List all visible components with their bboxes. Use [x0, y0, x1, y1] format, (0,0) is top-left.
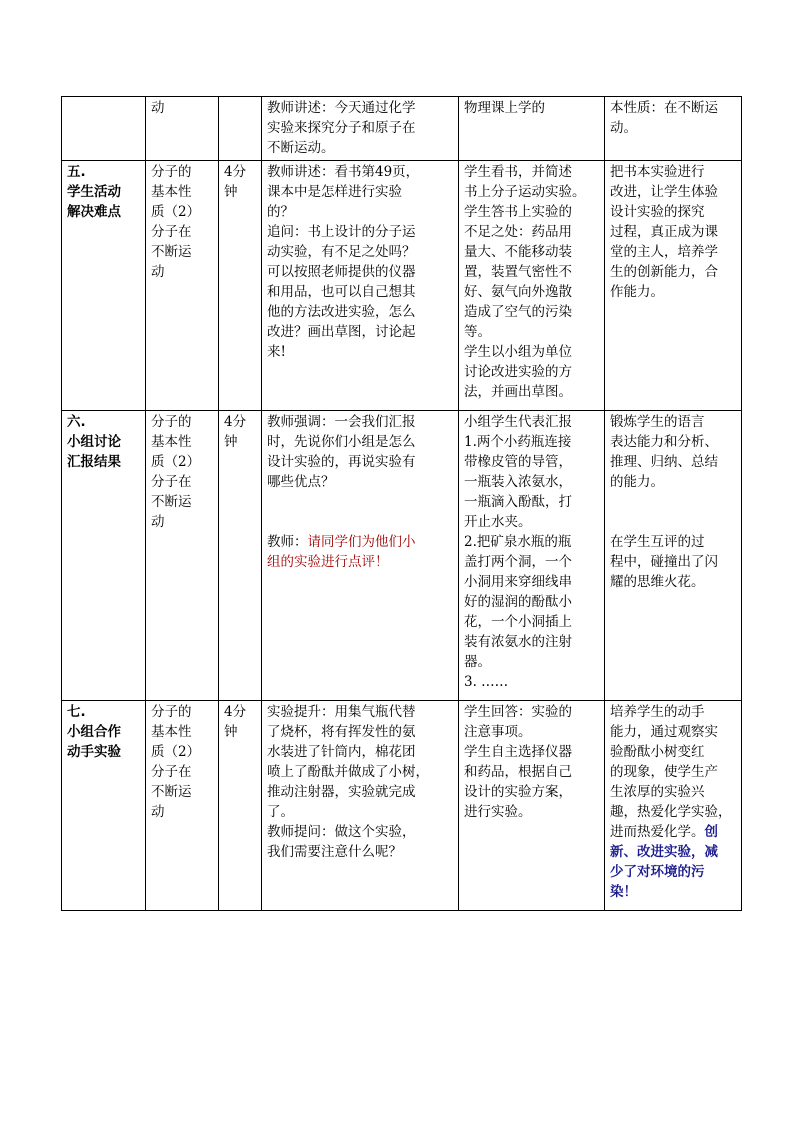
- stage-cell: [62, 97, 146, 161]
- time-cell: 4分 钟: [219, 411, 262, 701]
- teacher-activity-cell: 实验提升：用集气瓶代替 了烧杯，将有挥发性的氨 水装进了针筒内，棉花团 喷上了酚酞并做成了小树， 推动注射器，实验就完成 了。 教师提问：做这个实验， 我们需要注意什么呢？: [262, 701, 459, 911]
- teacher-activity-cell: 教师讲述：今天通过化学 实验来探究分子和原子在 不断运动。: [262, 97, 459, 161]
- student-activity-cell: 学生看书，并简述 书上分子运动实验。 学生答书上实验的 不足之处：药品用 量大、不能移动装 置，装置气密性不 好、氨气向外逸散 造成了空气的污染 等。 学生以小组为单位 讨论改进实验的方 法，并画出草图。: [459, 161, 605, 411]
- table-row: [62, 97, 742, 161]
- design-intent-cell: 锻炼学生的语言 表达能力和分析、 推理、归纳、总结 的能力。 在学生互评的过 程中，碰撞出了闪 耀的思维火花。: [605, 411, 742, 701]
- design-intent-cell: 把书本实验进行 改进，让学生体验 设计实验的探究 过程，真正成为课 堂的主人，培养学 生的创新能力，合 作能力。: [605, 161, 742, 411]
- student-activity-cell: 小组学生代表汇报 1.两个小药瓶连接 带橡皮管的导管， 一瓶装入浓氨水， 一瓶滴入酚酞，打 开止水夹。 2.把矿泉水瓶的瓶 盖打两个洞，一个 小洞用来穿细线串 好的湿润的酚酞小 花，一个小洞插上 装有浓氨水的注射 器。 3. ……: [459, 411, 605, 701]
- student-activity-cell: 物理课上学的: [459, 97, 605, 161]
- lesson-plan-table: [61, 96, 742, 911]
- design-intent-cell: 本性质：在不断运 动。: [605, 97, 742, 161]
- time-cell: 4分 钟: [219, 161, 262, 411]
- content-cell: 动: [146, 97, 219, 161]
- content-cell: 分子的 基本性 质（2） 分子在 不断运 动: [146, 411, 219, 701]
- table-row: [62, 161, 742, 411]
- stage-cell: 五. 学生活动 解决难点: [62, 161, 146, 411]
- student-activity-cell: 学生回答：实验的 注意事项。 学生自主选择仪器 和药品，根据自己 设计的实验方案， 进行实验。: [459, 701, 605, 911]
- teacher-activity-cell: 教师讲述：看书第49页， 课本中是怎样进行实验 的？ 追问：书上设计的分子运 动实验，有不足之处吗？ 可以按照老师提供的仪器 和用品，也可以自己想其 他的方法改进实验，怎么 改进？画出草图，讨论起 来!: [262, 161, 459, 411]
- table-row: [62, 701, 742, 911]
- content-cell: 分子的 基本性 质（2） 分子在 不断运 动: [146, 701, 219, 911]
- content-cell: 分子的 基本性 质（2） 分子在 不断运 动: [146, 161, 219, 411]
- stage-cell: 七. 小组合作 动手实验: [62, 701, 146, 911]
- design-intent-cell: 培养学生的动手 能力，通过观察实 验酚酞小树变红 的现象，使学生产 生浓厚的实验兴 趣，热爱化学实验， 进而热爱化学。创 新、改进实验，减 少了对环境的污 染！: [605, 701, 742, 911]
- time-cell: [219, 97, 262, 161]
- time-cell: 4分 钟: [219, 701, 262, 911]
- stage-cell: 六. 小组讨论 汇报结果: [62, 411, 146, 701]
- teacher-activity-cell: 教师强调：一会我们汇报 时，先说你们小组是怎么 设计实验的，再说实验有 哪些优点？ 教师：请同学们为他们小 组的实验进行点评！: [262, 411, 459, 701]
- table-row: [62, 411, 742, 701]
